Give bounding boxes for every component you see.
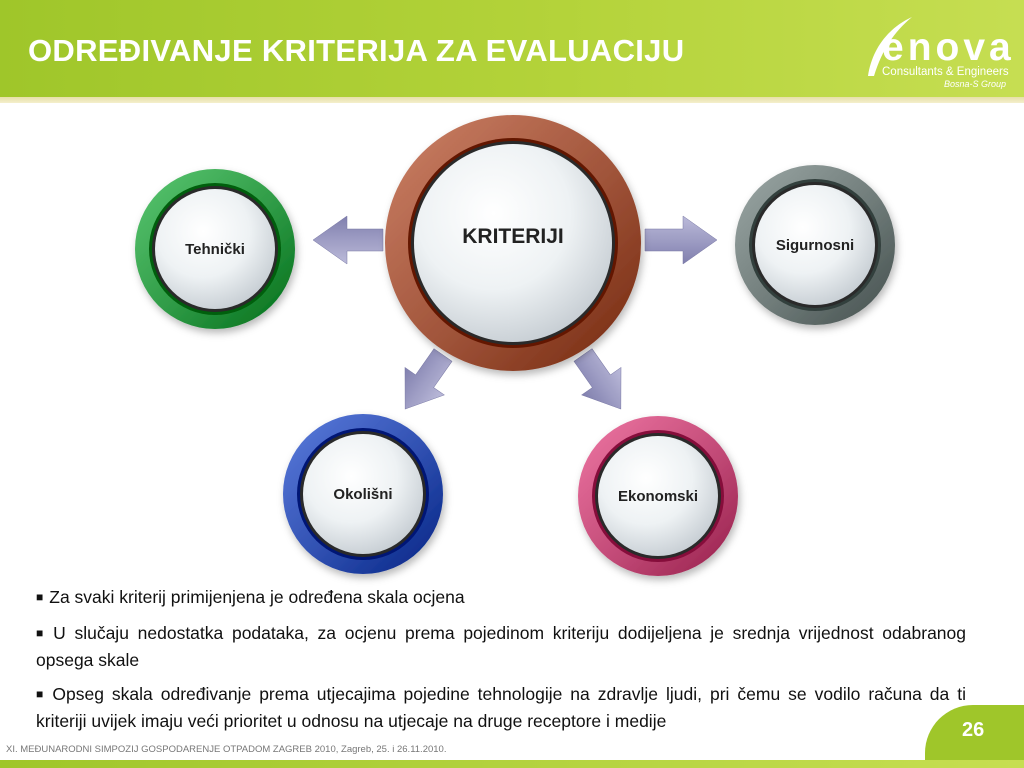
- bullet-square-icon: ■: [36, 687, 47, 701]
- bullet-item: ■ Opseg skala određivanje prema utjecajima pojedine tehnologije na zdravlje ljudi, pri čemu se vodilo računa da ti kriteriji uvijek imaju veći prioritet u odnosu na utjecaje na druge receptore i medije: [36, 684, 967, 731]
- node-ekonomski: [578, 416, 738, 576]
- page-number: 26: [962, 719, 985, 741]
- bullet-square-icon: ■: [36, 626, 48, 640]
- bullet-item: ■ U slučaju nedostatka podataka, za ocjenu prema pojedinom kriteriju dodijeljena je srednja vrijednost odabranog opsega skale: [36, 623, 966, 670]
- node-label-center: KRITERIJI: [462, 225, 564, 248]
- arrow-to-tehnicki: [313, 216, 383, 264]
- nodes-group: [135, 115, 895, 576]
- node-okolisni: [283, 414, 443, 574]
- bullet-item: ■ Za svaki kriterij primijenjena je određena skala ocjena: [36, 587, 465, 607]
- node-label-okolisni: Okolišni: [333, 486, 393, 503]
- arrow-to-sigurnosni: [645, 216, 717, 264]
- node-center: [385, 115, 641, 371]
- node-tehnicki: [135, 169, 295, 329]
- slide-title: ODREĐIVANJE KRITERIJA ZA EVALUACIJU: [28, 33, 685, 68]
- node-sigurnosni: [735, 165, 895, 325]
- logo-wordmark: enova: [882, 26, 1015, 69]
- bullet-square-icon: ■: [36, 590, 44, 604]
- bullet-list: [36, 585, 966, 743]
- node-label-sigurnosni: Sigurnosni: [775, 237, 855, 254]
- node-label-ekonomski: Ekonomski: [617, 488, 699, 505]
- logo-tagline: Consultants & Engineers: [882, 66, 1009, 78]
- footer-bar: [0, 760, 1024, 768]
- node-label-tehnicki: Tehnički: [185, 241, 245, 258]
- footer-text: XI. MEĐUNARODNI SIMPOZIJ GOSPODARENJE OTPADOM ZAGREB 2010, Zagreb, 25. i 26.11.2010.: [6, 744, 447, 755]
- logo-group: Bosna-S Group: [944, 79, 1007, 89]
